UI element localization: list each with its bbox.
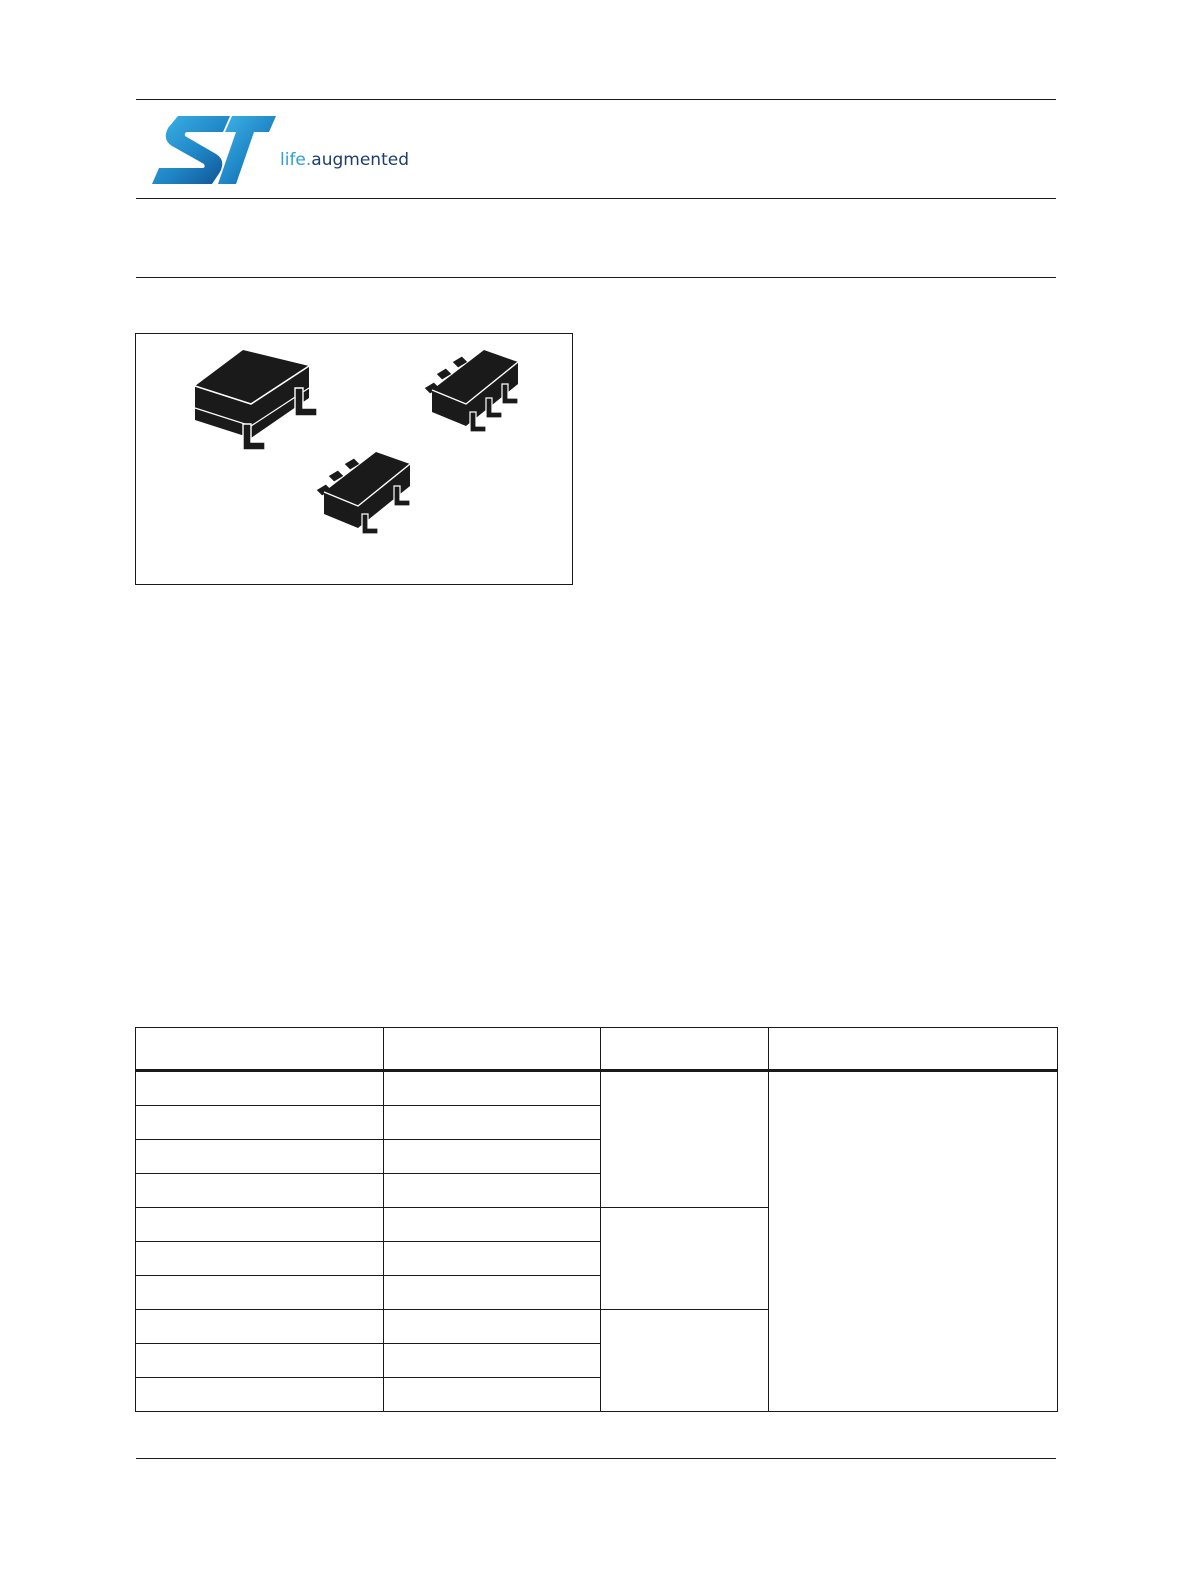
table-header-cell — [384, 1028, 601, 1071]
table-header-cell — [769, 1028, 1058, 1071]
table-cell — [384, 1378, 601, 1412]
table-merged-cell — [601, 1208, 769, 1310]
table-cell — [136, 1174, 384, 1208]
table-cell — [136, 1208, 384, 1242]
title-bottom-rule — [136, 277, 1056, 278]
st-logo-mark-icon — [150, 108, 280, 188]
sot23-5-package-icon — [314, 446, 424, 544]
table-cell — [136, 1242, 384, 1276]
table-cell — [136, 1276, 384, 1310]
top-rule — [136, 99, 1056, 100]
table-merged-cell — [769, 1071, 1058, 1412]
table-cell — [384, 1071, 601, 1106]
table-merged-cell — [601, 1071, 769, 1208]
table-cell — [136, 1344, 384, 1378]
table-cell — [136, 1071, 384, 1106]
table-header-cell — [601, 1028, 769, 1071]
table-cell — [136, 1106, 384, 1140]
device-summary-table — [135, 1027, 1058, 1412]
st-logo — [150, 108, 440, 188]
table-cell — [384, 1140, 601, 1174]
table-header-cell — [136, 1028, 384, 1071]
table-cell — [136, 1310, 384, 1344]
table-header-row — [136, 1028, 1058, 1071]
sot23-6-package-icon — [422, 344, 532, 440]
table-cell — [384, 1242, 601, 1276]
table-cell — [136, 1140, 384, 1174]
package-illustration-box — [135, 333, 573, 585]
table-cell — [384, 1174, 601, 1208]
footer-rule — [136, 1458, 1056, 1459]
table-cell — [384, 1310, 601, 1344]
logo-bottom-rule — [136, 198, 1056, 199]
table-cell — [384, 1276, 601, 1310]
logo-tagline: life.augmented — [280, 150, 409, 170]
table-cell — [136, 1378, 384, 1412]
table-cell — [384, 1344, 601, 1378]
table-row — [136, 1071, 1058, 1106]
table-cell — [384, 1208, 601, 1242]
table-cell — [384, 1106, 601, 1140]
sot23-3-package-icon — [191, 342, 331, 450]
table-merged-cell — [601, 1310, 769, 1412]
